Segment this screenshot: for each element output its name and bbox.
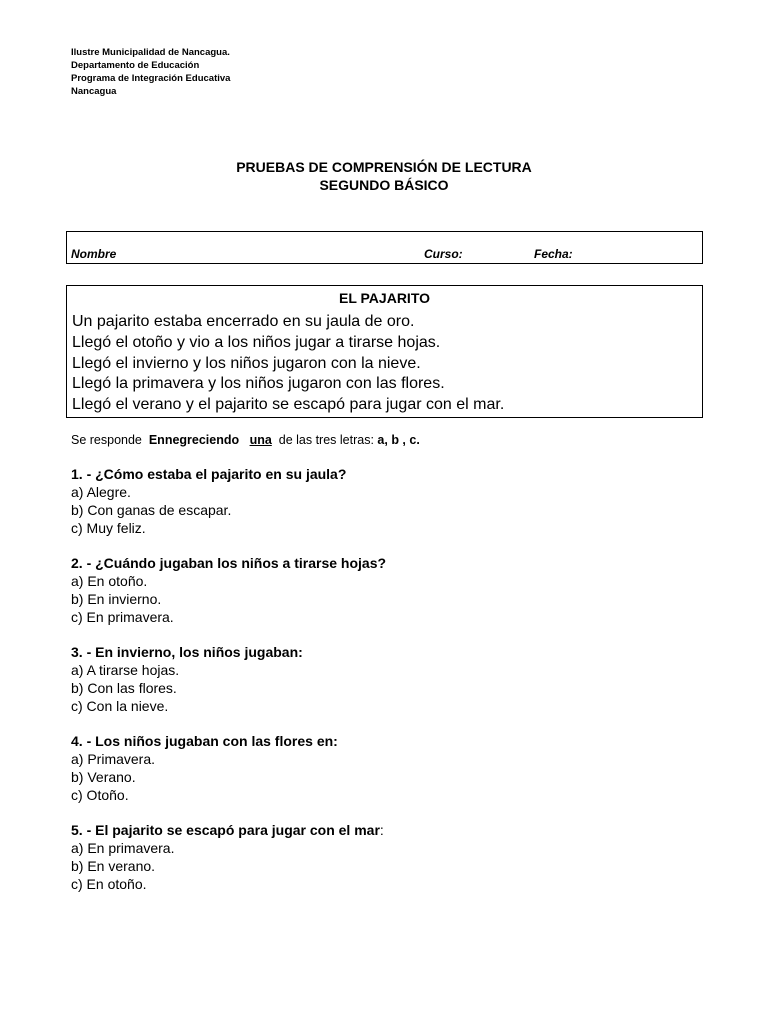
question-title: 5. - El pajarito se escapó para jugar con el mar: [71, 822, 380, 838]
institution-header: [71, 46, 230, 98]
question: [71, 732, 386, 804]
header-line: Departamento de Educación: [71, 60, 200, 71]
header-line: Nancagua: [71, 86, 117, 97]
story-line: Un pajarito estaba encerrado en su jaula de oro.: [72, 313, 415, 330]
story-line: Llegó el otoño y vio a los niños jugar a tirarse hojas.: [72, 333, 441, 351]
instruction-text: [71, 432, 420, 448]
student-info-box: [66, 231, 703, 264]
answer-option[interactable]: b) En invierno.: [71, 591, 162, 607]
instruction-letters: a, b , c.: [377, 433, 420, 447]
title-line-2: SEGUNDO BÁSICO: [319, 177, 449, 193]
story-line: Llegó el verano y el pajarito se escapó para jugar con el mar.: [72, 396, 505, 414]
answer-option[interactable]: a) A tirarse hojas.: [71, 662, 180, 678]
answer-option[interactable]: a) En primavera.: [71, 840, 175, 856]
answer-option[interactable]: c) En primavera.: [71, 609, 174, 625]
answer-option[interactable]: a) Alegre.: [71, 484, 131, 500]
instruction-middle: de las tres letras:: [278, 433, 374, 447]
answer-option[interactable]: b) Con las flores.: [71, 680, 177, 696]
story-box: [66, 285, 703, 418]
question: [71, 465, 386, 537]
questions-list: [71, 465, 386, 910]
name-label: Nombre: [71, 247, 117, 261]
answer-option[interactable]: c) Muy feliz.: [71, 520, 146, 536]
answer-option[interactable]: c) Con la nieve.: [71, 698, 169, 714]
answer-option[interactable]: c) En otoño.: [71, 876, 147, 892]
question: 5. - El pajarito se escapó para jugar con el mar: a) En primavera. b) En verano. c) En otoño.: [71, 821, 386, 893]
instruction-underlined: una: [249, 433, 272, 447]
question-title: 3. - En invierno, los niños jugaban:: [71, 644, 303, 660]
header-line: Ilustre Municipalidad de Nancagua.: [71, 47, 230, 58]
answer-option[interactable]: b) Verano.: [71, 769, 136, 785]
question-title: 2. - ¿Cuándo jugaban los niños a tirarse hojas?: [71, 555, 387, 571]
question: [71, 643, 386, 715]
answer-option[interactable]: a) En otoño.: [71, 573, 148, 589]
answer-option[interactable]: a) Primavera.: [71, 751, 156, 767]
question-title: 1. - ¿Cómo estaba el pajarito en su jaula?: [71, 466, 347, 482]
story-text: [72, 312, 504, 416]
instruction-prefix: Se responde: [71, 433, 142, 447]
document-title: [0, 158, 768, 194]
header-line: Programa de Integración Educativa: [71, 73, 231, 84]
story-line: Llegó el invierno y los niños jugaron con la nieve.: [72, 354, 421, 372]
instruction-bold: Ennegreciendo: [148, 433, 240, 447]
course-label: Curso:: [424, 247, 463, 261]
story-line: Llegó la primavera y los niños jugaron con las flores.: [72, 375, 445, 393]
question: [71, 554, 386, 626]
answer-option[interactable]: b) En verano.: [71, 858, 156, 874]
story-title: EL PAJARITO: [338, 290, 431, 306]
date-label: Fecha:: [534, 247, 573, 261]
answer-option[interactable]: c) Otoño.: [71, 787, 129, 803]
question-title: 4. - Los niños jugaban con las flores en:: [71, 733, 338, 749]
title-line-1: PRUEBAS DE COMPRENSIÓN DE LECTURA: [236, 159, 532, 175]
answer-option[interactable]: b) Con ganas de escapar.: [71, 502, 232, 518]
